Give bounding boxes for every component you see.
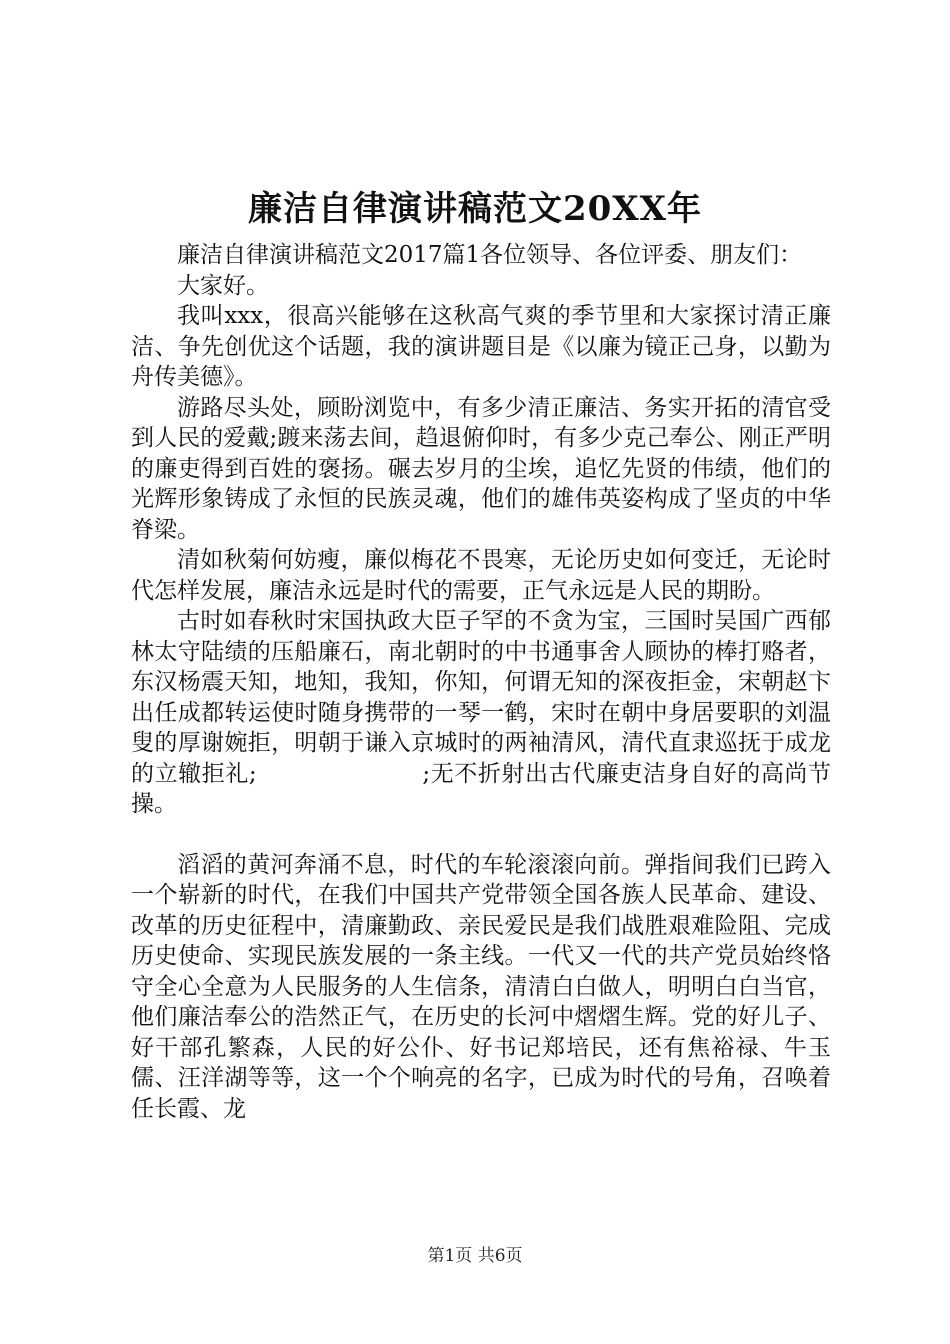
paragraph-integrity: 清如秋菊何妨瘦，廉似梅花不畏寒，无论历史如何变迁，无论时代怎样发展，廉洁永远是时代的需要，正气永远是人民的期盼。 (131, 547, 831, 604)
paragraph-intro: 我叫xxx，很高兴能够在这秋高气爽的季节里和大家探讨清正廉洁、争先创优这个话题，我的演讲题目是《以廉为镜正己身，以勤为舟传美德》。 (131, 303, 831, 390)
document-title: 廉洁自律演讲稿范文20XX年 (247, 189, 703, 229)
paragraph-ancient-examples: 古时如春秋时宋国执政大臣子罕的不贪为宝，三国时吴国广西郁林太守陆绩的压船廉石，南北朝时的中书通事舍人顾协的棒打赂者，东汉杨震天知，地知，我知，你知，何谓无知的深夜拒金，宋朝赵卞出任成都转运使时随身携带的一琴一鹤，宋时在朝中身居要职的刘温叟的厚谢婉拒，明朝于谦入京城时的两袖清风，清代直隶巡抚于成龙的立辙拒礼; ;无不折射出古代廉吏洁身自好的高尚节操。 (131, 608, 831, 817)
document-body (131, 240, 831, 1124)
paragraph-greeting: 廉洁自律演讲稿范文2017篇1各位领导、各位评委、朋友们： (177, 242, 803, 268)
paragraph-hello: 大家好。 (177, 272, 269, 299)
page-footer: 第1页 共6页 (427, 1246, 523, 1266)
paragraph-modern-era: 滔滔的黄河奔涌不息，时代的车轮滚滚向前。弹指间我们已跨入一个崭新的时代，在我们中国共产党带领全国各族人民革命、建设、改革的历史征程中，清廉勤政、亲民爱民是我们战胜艰难险阻、完成历史使命、实现民族发展的一条主线。一代又一代的共产党员始终恪守全心全意为人民服务的人生信条，清清白白做人，明明白白当官，他们廉洁奉公的浩然正气，在历史的长河中熠熠生辉。党的好儿子、好干部孔繁森，人民的好公仆、好书记郑培民，还有焦裕禄、牛玉儒、汪洋湖等等，这一个个响亮的名字，已成为时代的号角，召唤着任长霞、龙 (131, 851, 831, 1122)
paragraph-history-officials: 游路尽头处，顾盼浏览中，有多少清正廉洁、务实开拓的清官受到人民的爱戴;踱来荡去间，趋退俯仰时，有多少克己奉公、刚正严明的廉吏得到百姓的褒扬。碾去岁月的尘埃，追忆先贤的伟绩，他们的光辉形象铸成了永恒的民族灵魂，他们的雄伟英姿构成了坚贞的中华脊梁。 (131, 394, 831, 543)
